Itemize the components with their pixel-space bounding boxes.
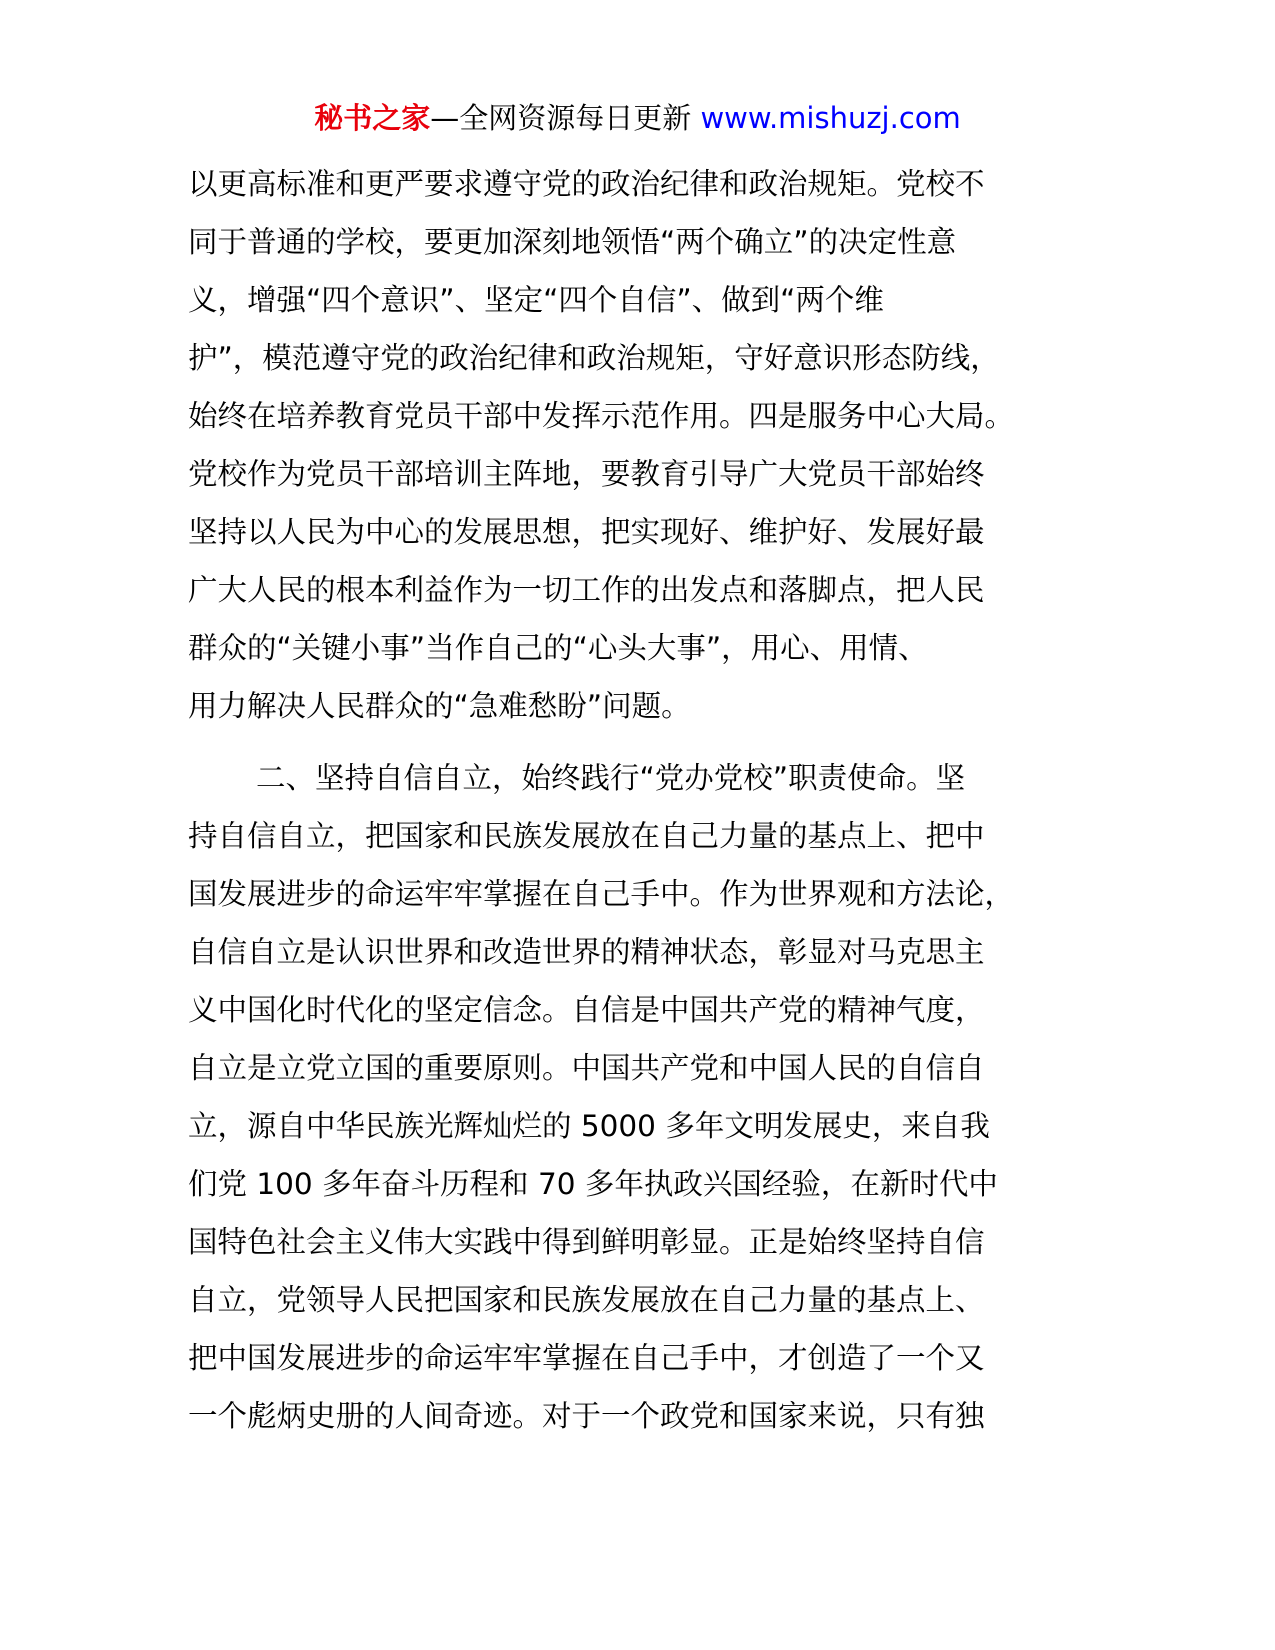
text-line: 护”，模范遵守党的政治纪律和政治规矩，守好意识形态防线，	[188, 341, 1000, 375]
text-line: 始终在培养教育党员干部中发挥示范作用。四是服务中心大局。	[188, 399, 1015, 433]
document-body	[188, 155, 1118, 1445]
text-line: 国发展进步的命运牢牢掌握在自己手中。作为世界观和方法论，	[188, 877, 1015, 911]
text-line: 立，源自中华民族光辉灿烂的 5000 多年文明发展史，来自我	[188, 1109, 990, 1143]
text-line: 广大人民的根本利益作为一切工作的出发点和落脚点，把人民	[188, 573, 985, 607]
text-line: 坚持以人民为中心的发展思想，把实现好、维护好、发展好最	[188, 515, 985, 549]
text-line: 二、坚持自信自立，始终践行“党办党校”职责使命。坚	[256, 761, 966, 795]
text-line: 一个彪炳史册的人间奇迹。对于一个政党和国家来说，只有独	[188, 1399, 985, 1433]
text-line: 同于普通的学校，要更加深刻地领悟“两个确立”的决定性意	[188, 225, 957, 259]
site-brand: 秘书之家	[314, 101, 431, 135]
text-line: 义中国化时代化的坚定信念。自信是中国共产党的精神气度，	[188, 993, 985, 1027]
site-url-link[interactable]: www.mishuzj.com	[700, 101, 961, 135]
text-line: 持自信自立，把国家和民族发展放在自己力量的基点上、把中	[188, 819, 985, 853]
text-line: 用力解决人民群众的“急难愁盼”问题。	[188, 689, 691, 723]
paragraph-2	[188, 749, 1118, 1445]
text-line: 党校作为党员干部培训主阵地，要教育引导广大党员干部始终	[188, 457, 985, 491]
text-line: 群众的“关键小事”当作自己的“心头大事”，用心、用情、	[188, 631, 928, 665]
page-header	[0, 98, 1275, 138]
text-line: 国特色社会主义伟大实践中得到鲜明彰显。正是始终坚持自信	[188, 1225, 985, 1259]
site-tagline: —全网资源每日更新	[430, 101, 701, 135]
text-line: 把中国发展进步的命运牢牢掌握在自己手中，才创造了一个又	[188, 1341, 985, 1375]
text-line: 自立是立党立国的重要原则。中国共产党和中国人民的自信自	[188, 1051, 985, 1085]
text-line: 义，增强“四个意识”、坚定“四个自信”、做到“两个维	[188, 283, 884, 317]
text-line: 自立，党领导人民把国家和民族发展放在自己力量的基点上、	[188, 1283, 985, 1317]
paragraph-1	[188, 155, 1118, 735]
paragraph-gap	[188, 735, 1118, 749]
text-line: 以更高标准和更严要求遵守党的政治纪律和政治规矩。党校不	[188, 167, 985, 201]
text-line: 们党 100 多年奋斗历程和 70 多年执政兴国经验，在新时代中	[188, 1167, 998, 1201]
text-line: 自信自立是认识世界和改造世界的精神状态，彰显对马克思主	[188, 935, 985, 969]
